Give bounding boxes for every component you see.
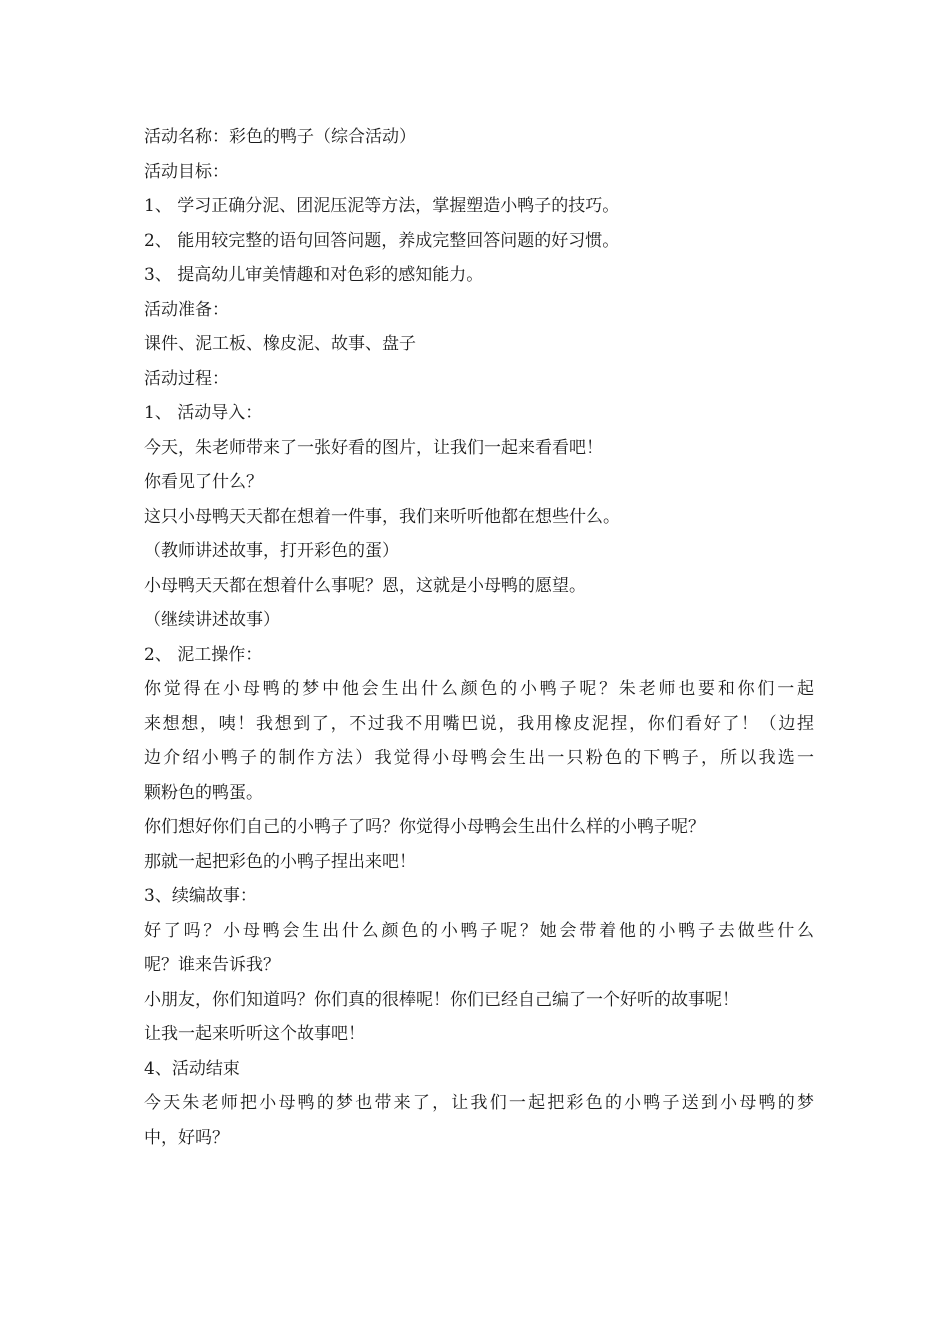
step-1-heading: 1、 活动导入：	[144, 403, 263, 423]
step-3-heading: 3、续编故事：	[144, 886, 257, 906]
goal-item-1: 1、 学习正确分泥、团泥压泥等方法，掌握塑造小鸭子的技巧。	[144, 196, 620, 216]
preparation-heading: 活动准备：	[144, 299, 229, 320]
activity-name-line: 活动名称：彩色的鸭子（综合活动）	[144, 127, 416, 147]
paragraph-line: 来想想，咦！我想到了，不过我不用嘴巴说，我用橡皮泥捏，你们看好了！（边捏	[144, 713, 814, 734]
goal-item-3: 3、 提高幼儿审美情趣和对色彩的感知能力。	[144, 265, 484, 285]
paragraph-line: 这只小母鸭天天都在想着一件事，我们来听听他都在想些什么。	[144, 506, 620, 527]
document-body	[144, 120, 814, 1155]
paragraph-line: 那就一起把彩色的小鸭子捏出来吧！	[144, 851, 416, 872]
paragraph-line: 中，好吗？	[144, 1127, 229, 1148]
paragraph-line: 小母鸭天天都在想着什么事呢？恩，这就是小母鸭的愿望。	[144, 575, 586, 596]
goal-item-2: 2、 能用较完整的语句回答问题，养成完整回答问题的好习惯。	[144, 230, 620, 251]
paragraph-line: 好了吗？小母鸭会生出什么颜色的小鸭子呢？她会带着他的小鸭子去做些什么	[144, 920, 814, 941]
paragraph-line: 你觉得在小母鸭的梦中他会生出什么颜色的小鸭子呢？朱老师也要和你们一起	[144, 679, 814, 699]
paragraph-line: 你看见了什么？	[144, 472, 263, 492]
paragraph-line: 今天，朱老师带来了一张好看的图片，让我们一起来看看吧！	[144, 437, 603, 458]
paragraph-line: 你们想好你们自己的小鸭子了吗？你觉得小母鸭会生出什么样的小鸭子呢？	[144, 817, 705, 837]
step-2-heading: 2、 泥工操作：	[144, 644, 263, 665]
process-heading: 活动过程：	[144, 368, 229, 389]
paragraph-line: 今天朱老师把小母鸭的梦也带来了，让我们一起把彩色的小鸭子送到小母鸭的梦	[144, 1093, 814, 1113]
paragraph-line: 边介绍小鸭子的制作方法）我觉得小母鸭会生出一只粉色的下鸭子，所以我选一	[144, 748, 814, 768]
paragraph-line: 呢？谁来告诉我？	[144, 955, 280, 975]
step-4-heading: 4、活动结束	[144, 1058, 240, 1079]
preparation-materials: 课件、泥工板、橡皮泥、故事、盘子	[144, 334, 416, 354]
paragraph-line: 让我一起来听听这个故事吧！	[144, 1024, 365, 1044]
paragraph-line: 小朋友，你们知道吗？你们真的很棒呢！你们已经自己编了一个好听的故事呢！	[144, 989, 739, 1010]
paragraph-line: （继续讲述故事）	[144, 610, 280, 630]
activity-goals-heading: 活动目标：	[144, 161, 229, 182]
paragraph-line: 颗粉色的鸭蛋。	[144, 782, 263, 803]
paragraph-line: （教师讲述故事，打开彩色的蛋）	[144, 541, 399, 561]
